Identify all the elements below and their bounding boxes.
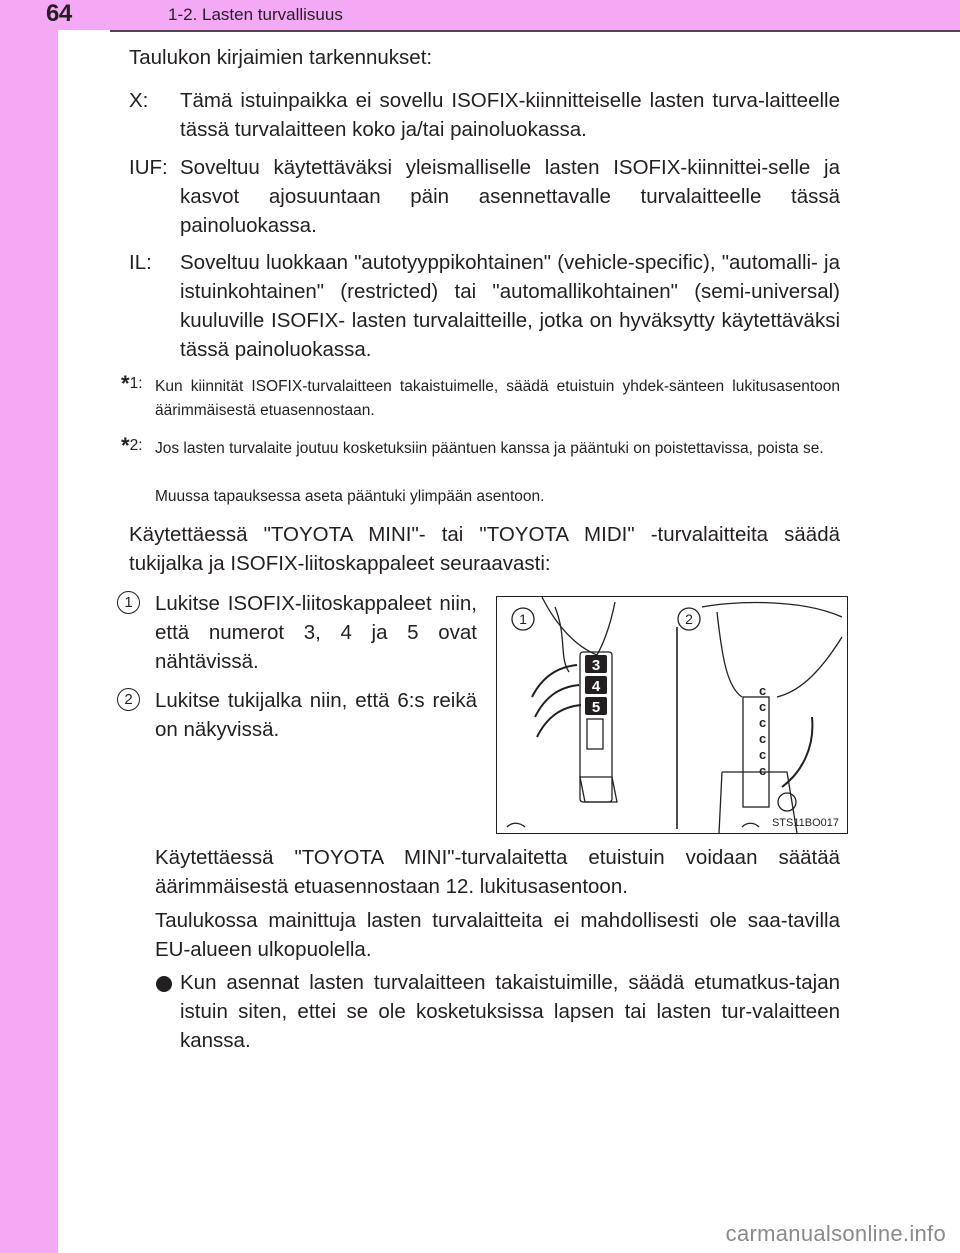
footnote-2-text: Jos lasten turvalaite joutuu kosketuksiin pääntuen kanssa ja pääntuki on poistettavissa, poista se.	[155, 440, 824, 457]
step-2-number: 2	[117, 688, 140, 711]
step-1-number: 1	[117, 591, 140, 614]
footnote-2-text-continued: Muussa tapauksessa aseta pääntuki ylimpään asentoon.	[155, 488, 545, 505]
header-divider	[110, 30, 960, 32]
page-side-band	[0, 0, 58, 1253]
footnote-marker-1: *1:	[121, 371, 143, 396]
leg-hole-1: c	[759, 683, 767, 698]
callout-2-label: 2	[685, 611, 693, 627]
leg-hole-3: c	[759, 715, 767, 730]
step-1-text: Lukitse ISOFIX-liitoskappaleet niin, että numerot 3, 4 ja 5 ovat nähtävissä.	[155, 592, 477, 673]
page-top-band	[0, 0, 960, 30]
after-figure-text-2: Taulukossa mainittuja lasten turvalaitteita ei mahdollisesti ole saa-tavilla EU-alueen ulkopuolella.	[155, 909, 840, 961]
callout-1-label: 1	[519, 611, 527, 627]
leg-hole-6: c	[759, 763, 767, 778]
definition-label-iuf: IUF:	[129, 156, 168, 179]
after-figure-text-1: Käytettäessä "TOYOTA MINI"-turvalaitetta etuistuin voidaan säätää äärimmäisestä etuasennostaan 12. lukitusasentoon.	[155, 846, 840, 898]
leg-hole-4: c	[759, 731, 767, 746]
page-number: 64	[46, 0, 72, 27]
footnote-1-text: Kun kiinnität ISOFIX-turvalaitteen takaistuimelle, säädä etuistuin yhdek-sänteen lukitusasentoon äärimmäisestä etuasennostaan.	[155, 378, 840, 419]
definition-text-x: Tämä istuinpaikka ei sovellu ISOFIX-kiinnitteiselle lasten turva-laitteelle tässä turvalaitteen koko ja/tai painoluokassa.	[180, 89, 840, 141]
definition-label-x: X:	[129, 89, 149, 112]
mark-4-label: 4	[591, 678, 601, 695]
section-title: 1-2. Lasten turvallisuus	[168, 5, 343, 24]
bullet-text: Kun asennat lasten turvalaitteen takaistuimille, säädä etumatkus-tajan istuin siten, ettei se ole kosketuksissa lapsen tai lasten tur-valaitteen kanssa.	[180, 971, 840, 1052]
leg-hole-2: c	[759, 699, 767, 714]
isofix-illustration-drawing	[497, 597, 847, 833]
intro-text: Taulukon kirjaimien tarkennukset:	[129, 46, 433, 69]
step-2-text: Lukitse tukijalka niin, että 6:s reikä on näkyvissä.	[155, 689, 477, 741]
isofix-illustration	[496, 596, 848, 834]
watermark: carmanualsonline.info	[725, 1221, 946, 1246]
bullet-icon	[156, 976, 172, 992]
leg-hole-5: c	[759, 747, 767, 762]
mark-5-label: 5	[591, 699, 601, 716]
definition-label-il: IL:	[129, 251, 152, 274]
definition-text-il: Soveltuu luokkaan "autotyyppikohtainen" (vehicle-specific), "automalli- ja istuinkohtainen" (restricted) tai "automallikohtainen" (semi-universal) kuuluville ISOFIX- lasten turvalaitteille, jotka on hyväksytty käytettäväksi tässä painoluokassa.	[180, 251, 840, 361]
figure-code: STS11BO017	[771, 817, 839, 829]
mark-3-label: 3	[591, 657, 601, 674]
toyota-intro-text: Käytettäessä "TOYOTA MINI"- tai "TOYOTA MIDI" -turvalaitteita säädä tukijalka ja ISOFIX-liitoskappaleet seuraavasti:	[129, 523, 840, 575]
footnote-marker-2: *2:	[121, 433, 143, 458]
definition-text-iuf: Soveltuu käytettäväksi yleismalliselle lasten ISOFIX-kiinnittei-selle ja kasvot ajosuuntaan päin asennettavalle turvalaitteelle tässä painoluokassa.	[180, 156, 840, 237]
